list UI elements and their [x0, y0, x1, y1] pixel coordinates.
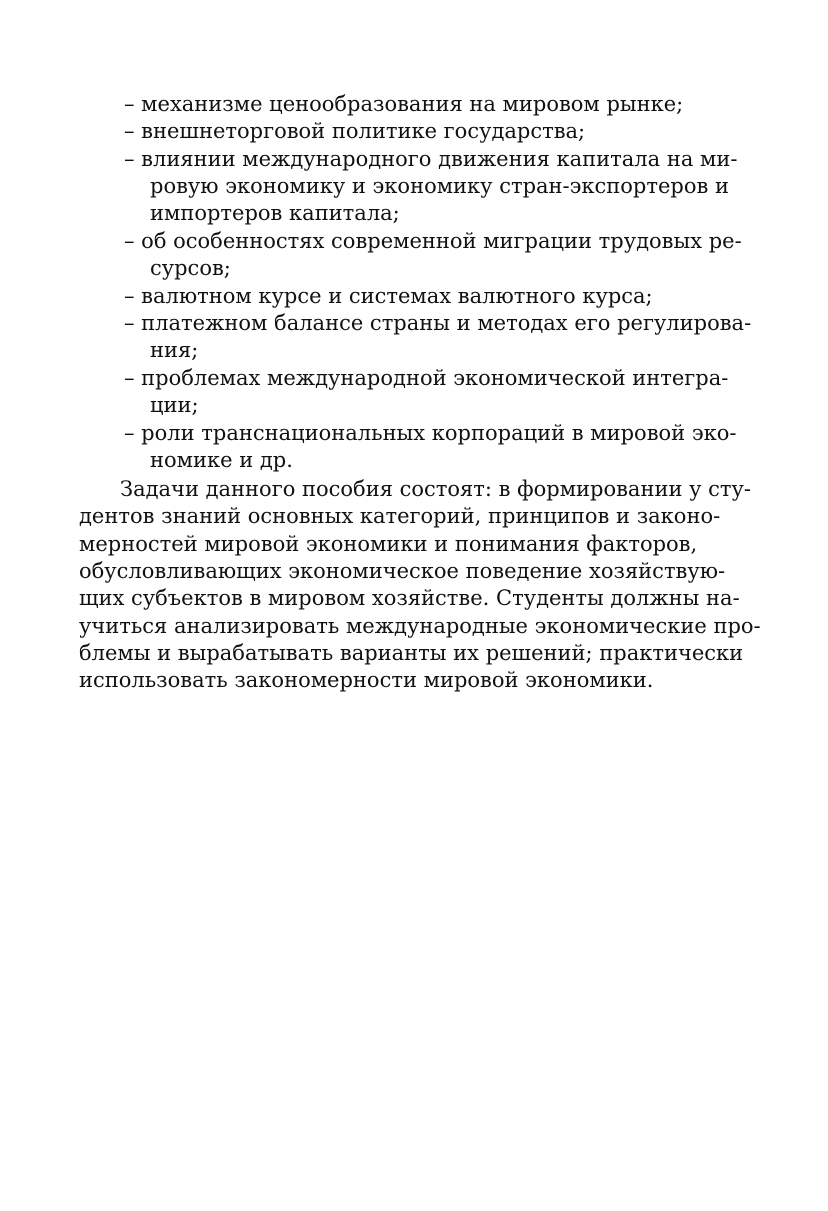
- list-item: – механизме ценообразования на мировом рынке;: [124, 92, 684, 116]
- list-item-continuation: ния;: [150, 338, 199, 362]
- list-item-continuation: ции;: [150, 393, 199, 417]
- list-item: – роли транснациональных корпораций в мировой эко-: [124, 421, 737, 445]
- paragraph-line: обусловливающих экономическое поведение хозяйствую-: [79, 559, 726, 583]
- list-item-continuation: сурсов;: [150, 256, 231, 280]
- list-item: – внешнеторговой политике государства;: [124, 119, 586, 143]
- list-item-continuation: номике и др.: [150, 448, 293, 472]
- list-item: – влиянии международного движения капитала на ми-: [124, 147, 738, 171]
- list-item: – платежном балансе страны и методах его регулирова-: [124, 311, 752, 335]
- list-item: – валютном курсе и системах валютного курса;: [124, 284, 653, 308]
- paragraph-line: Задачи данного пособия состоят: в формировании у сту-: [120, 477, 751, 501]
- list-item: – об особенностях современной миграции трудовых ре-: [124, 229, 742, 253]
- list-item: – проблемах международной экономической интегра-: [124, 366, 729, 390]
- list-item-continuation: ровую экономику и экономику стран-экспортеров и: [150, 174, 729, 198]
- paragraph-line: щих субъектов в мировом хозяйстве. Студенты должны на-: [79, 586, 740, 610]
- paragraph-line: дентов знаний основных категорий, принципов и законо-: [79, 504, 721, 528]
- list-item-continuation: импортеров капитала;: [150, 201, 400, 225]
- paragraph-line: блемы и вырабатывать варианты их решений; практически: [79, 641, 744, 665]
- paragraph-line: учиться анализировать международные экономические про-: [79, 614, 761, 638]
- paragraph-line: мерностей мировой экономики и понимания факторов,: [79, 532, 698, 556]
- paragraph-line: использовать закономерности мировой экономики.: [79, 668, 654, 692]
